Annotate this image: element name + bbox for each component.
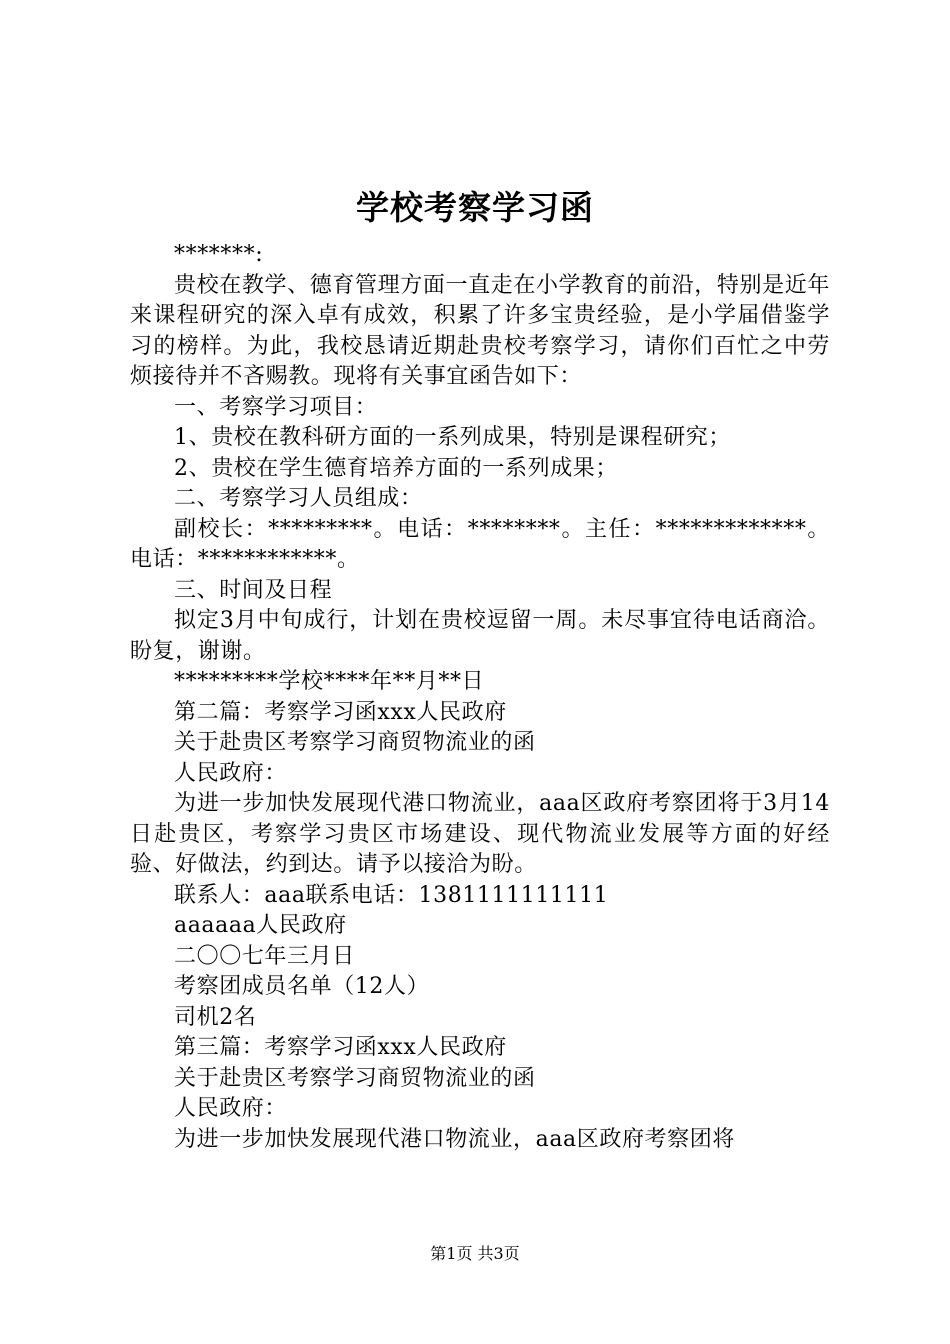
recipient-line: 人民政府：	[174, 760, 288, 786]
signature-line: *********学校****年**月**日	[174, 669, 485, 694]
member-list-item: 司机2名	[174, 1004, 257, 1030]
date-line: 二〇〇七年三月日	[174, 943, 355, 969]
chapter-heading: 第三篇：考察学习函xxx人民政府	[174, 1035, 507, 1060]
list-item: 2、贵校在学生德育培养方面的一系列成果；	[174, 455, 618, 481]
salutation: *******:	[174, 242, 264, 267]
list-item: 1、贵校在教科研方面的一系列成果，特别是课程研究；	[174, 425, 731, 450]
contact-line: 联系人：aaa联系电话：1381111111111	[174, 882, 609, 908]
section-heading: 二、考察学习人员组成：	[174, 486, 423, 511]
recipient-line: 人民政府：	[174, 1096, 288, 1121]
section-heading: 一、考察学习项目：	[174, 394, 378, 420]
personnel-paragraph: 副校长：*********。电话：********。主任：*************。电话：************。	[130, 516, 830, 572]
page-footer: 第1页 共3页	[430, 1244, 520, 1263]
letter-subject: 关于赴贵区考察学习商贸物流业的函	[174, 1065, 536, 1091]
document-title: 学校考察学习函	[356, 188, 594, 227]
intro-paragraph: 贵校在教学、德育管理方面一直走在小学教育的前沿，特别是近年来课程研究的深入卓有成效，积累了许多宝贵经验，是小学届借鉴学习的榜样。为此，我校恳请近期赴贵校考察学习，请你们百忙之中劳烦接待并不吝赐教。现将有关事宜函告如下：	[130, 272, 830, 389]
schedule-paragraph: 拟定3月中旬成行，计划在贵校逗留一周。未尽事宜待电话商洽。盼复，谢谢。	[130, 608, 830, 664]
member-list-heading: 考察团成员名单（12人）	[174, 974, 430, 999]
letter-subject: 关于赴贵区考察学习商贸物流业的函	[174, 730, 536, 755]
chapter-heading: 第二篇：考察学习函xxx人民政府	[174, 699, 507, 725]
letter-body-paragraph: 为进一步加快发展现代港口物流业，aaa区政府考察团将于3月14日赴贵区，考察学习贵区市场建设、现代物流业发展等方面的好经验、好做法，约到达。请予以接洽为盼。	[130, 791, 830, 877]
letter-body-paragraph: 为进一步加快发展现代港口物流业，aaa区政府考察团将	[174, 1126, 735, 1152]
section-heading: 三、时间及日程	[174, 577, 333, 603]
sender-line: aaaaaa人民政府	[174, 913, 347, 938]
document-body	[130, 240, 830, 1155]
